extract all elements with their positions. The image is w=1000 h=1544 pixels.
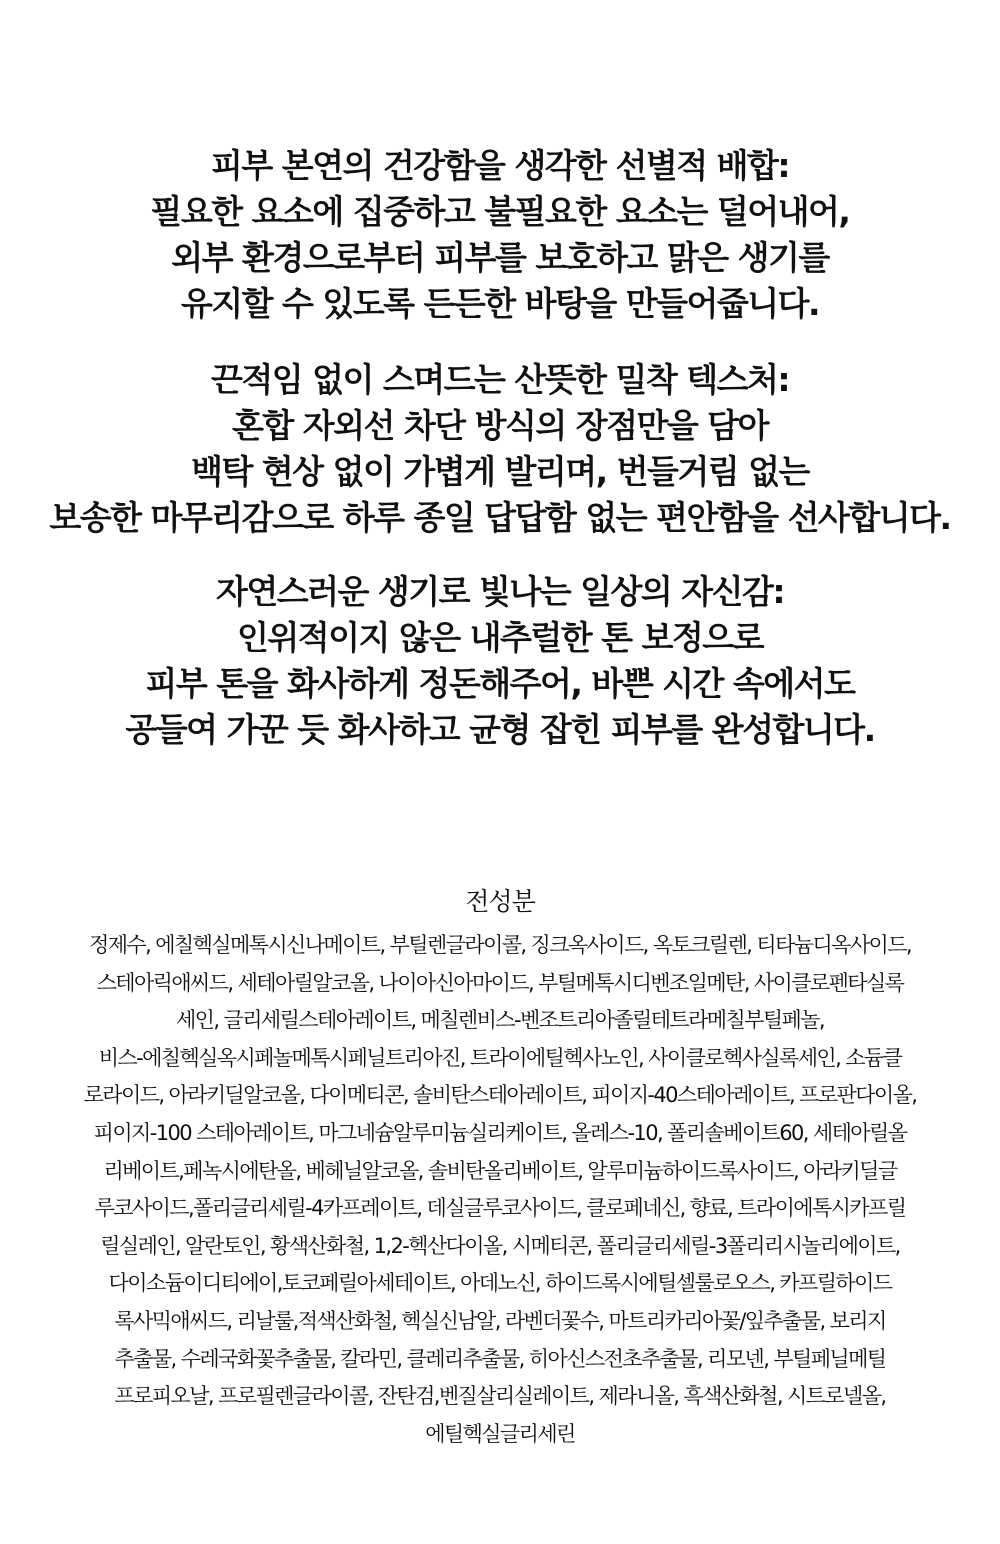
feature-line: 백탁 현상 없이 가볍게 발리며, 번들거림 없는 (191, 452, 809, 491)
ingredients-line: 정제수, 에칠헥실메톡시신나메이트, 부틸렌글라이콜, 징크옥사이드, 옥토크릴렌, 티타늄디옥사이드, (89, 933, 911, 957)
ingredients-line: 다이소듐이디티에이,토코페릴아세테이트, 아데노신, 하이드록시에틸셀룰로오스, 카프릴하이드 (108, 1271, 892, 1296)
ingredients-section (30, 880, 970, 1453)
feature-line: 보송한 마무리감으로 하루 종일 답답함 없는 편안함을 선사합니다. (49, 498, 951, 537)
feature-line: 피부 본연의 건강함을 생각한 선별적 배합: (210, 146, 790, 185)
ingredients-line: 루코사이드,폴리글리세릴-4카프레이트, 데실글루코사이드, 클로페네신, 향료, 트라이에톡시카프릴 (94, 1196, 906, 1221)
feature-line: 필요한 요소에 집중하고 불필요한 요소는 덜어내어, (150, 192, 850, 231)
feature-line: 끈적임 없이 스며드는 산뜻한 밀착 텍스처: (210, 360, 790, 399)
feature-line: 공들여 가꾼 듯 화사하고 균형 잡힌 피부를 완성합니다. (125, 710, 875, 749)
ingredients-line: 스테아릭애씨드, 세테아릴알코올, 나이아신아마이드, 부틸메톡시디벤조일메탄, 사이클로펜타실록 (96, 970, 904, 995)
ingredients-line: 피이지-100 스테아레이트, 마그네슘알루미늄실리케이트, 올레스-10, 폴리솔베이트60, 세테아릴올 (93, 1120, 907, 1145)
ingredients-line: 에틸헥실글리세린 (425, 1421, 575, 1446)
feature-section-3 (0, 569, 1000, 753)
feature-line: 자연스러운 생기로 빛나는 일상의 자신감: (215, 572, 785, 611)
ingredients-line: 릴실레인, 알란토인, 황색산화철, 1,2-헥산다이올, 시메티콘, 폴리글리세릴-3폴리리시놀리에이트, (100, 1233, 900, 1258)
ingredients-line: 세인, 글리세릴스테아레이트, 메칠렌비스-벤조트리아졸릴테트라메칠부틸페놀, (176, 1008, 824, 1033)
ingredients-line: 록사믹애씨드, 리날룰,적색산화철, 헥실신남알, 라벤더꽃수, 마트리카리아꽃/잎추출물, 보리지 (114, 1308, 886, 1333)
ingredients-line: 프로피오날, 프로필렌글라이콜, 잔탄검,벤질살리실레이트, 제라니올, 흑색산화철, 시트로넬올, (114, 1384, 886, 1409)
feature-line: 혼합 자외선 차단 방식의 장점만을 담아 (232, 406, 768, 445)
feature-line: 외부 환경으로부터 피부를 보호하고 맑은 생기를 (171, 238, 829, 277)
feature-line: 인위적이지 않은 내추럴한 톤 보정으로 (236, 618, 763, 657)
feature-line: 피부 톤을 화사하게 정돈해주어, 바쁜 시간 속에서도 (145, 664, 855, 703)
ingredients-line: 추출물, 수레국화꽃추출물, 칼라민, 클레리추출물, 히아신스전초추출물, 리모넨, 부틸페닐메틸 (114, 1346, 886, 1371)
ingredients-line: 비스-에칠헥실옥시페놀메톡시페닐트리아진, 트라이에틸헥사노인, 사이클로헥사실록세인, 소듐클 (98, 1045, 902, 1070)
feature-section-2 (0, 357, 1000, 541)
feature-line: 유지할 수 있도록 든든한 바탕을 만들어줍니다. (180, 284, 820, 323)
ingredients-line: 리베이트,페녹시에탄올, 베헤닐알코올, 솔비탄올리베이트, 알루미늄하이드록사이드, 아라키딜글 (103, 1158, 897, 1183)
ingredients-line: 로라이드, 아라키딜알코올, 다이메티콘, 솔비탄스테아레이트, 피이지-40스테아레이트, 프로판다이올, (83, 1083, 917, 1108)
ingredients-title: 전성분 (465, 887, 535, 916)
feature-section-1 (0, 143, 1000, 327)
